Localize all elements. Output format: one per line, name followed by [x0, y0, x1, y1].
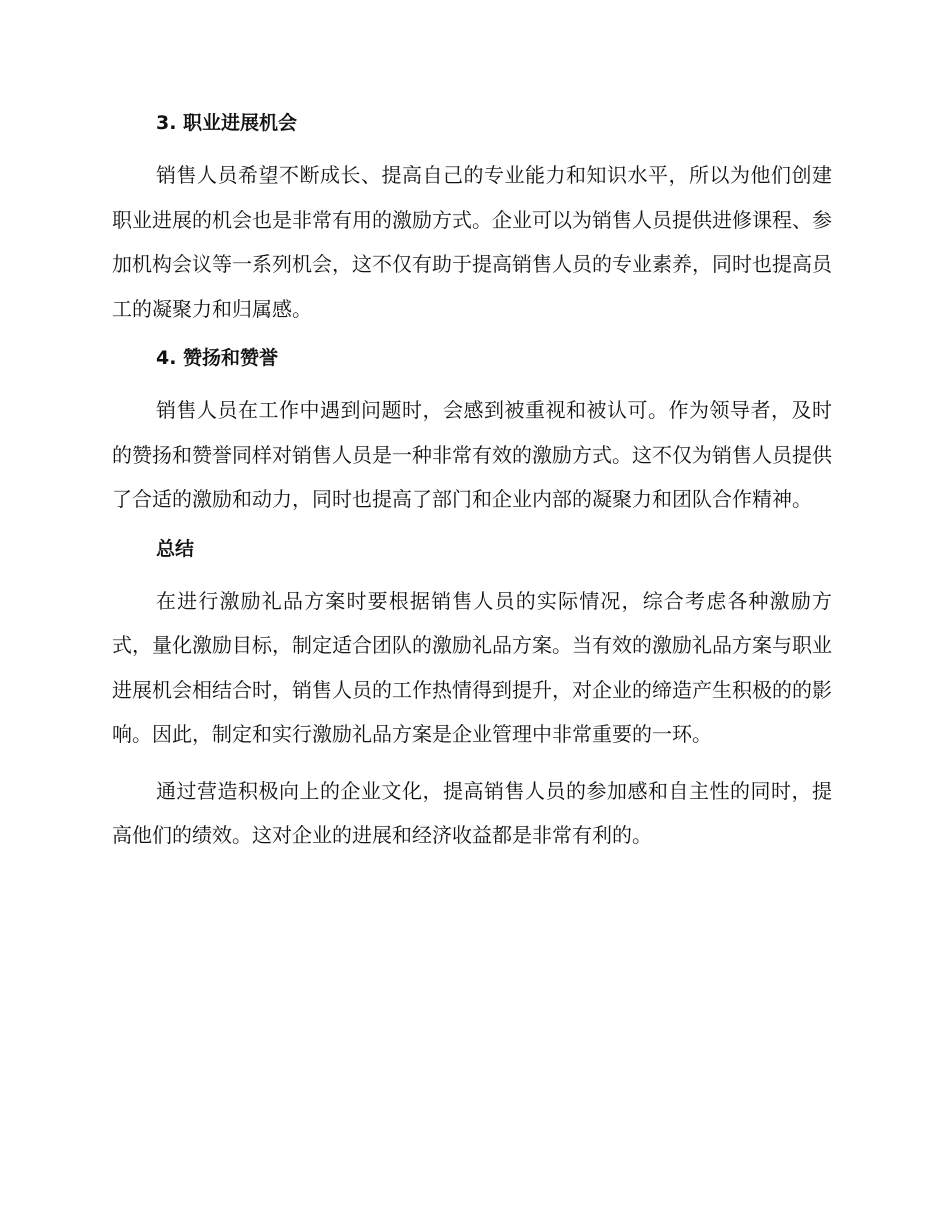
- section-heading: 3. 职业进展机会: [156, 112, 298, 134]
- closing-paragraph: 通过营造积极向上的企业文化，提高销售人员的参加感和自主性的同时，提高他们的绩效。这对企业的进展和经济收益都是非常有利的。: [112, 778, 832, 847]
- section-career-development: [112, 108, 832, 331]
- section-paragraph: 在进行激励礼品方案时要根据销售人员的实际情况，综合考虑各种激励方式，量化激励目标，制定适合团队的激励礼品方案。当有效的激励礼品方案与职业进展机会相结合时，销售人员的工作热情得到提升，对企业的缔造产生积极的的影响。因此，制定和实行激励礼品方案是企业管理中非常重要的一环。: [112, 588, 832, 746]
- section-paragraph: 销售人员希望不断成长、提高自己的专业能力和知识水平，所以为他们创建职业进展的机会也是非常有用的激励方式。企业可以为销售人员提供进修课程、参加机构会议等一系列机会，这不仅有助于提高销售人员的专业素养，同时也提高员工的凝聚力和归属感。: [112, 163, 832, 321]
- document-page: [112, 108, 832, 858]
- section-heading: 4. 赞扬和赞誉: [156, 347, 279, 369]
- section-paragraph: 销售人员在工作中遇到问题时，会感到被重视和被认可。作为领导者，及时的赞扬和赞誉同样对销售人员是一种非常有效的激励方式。这不仅为销售人员提供了合适的激励和动力，同时也提高了部门和企业内部的凝聚力和团队合作精神。: [112, 398, 832, 511]
- section-praise: [112, 343, 832, 522]
- section-heading: 总结: [156, 537, 195, 560]
- section-summary: [112, 534, 832, 757]
